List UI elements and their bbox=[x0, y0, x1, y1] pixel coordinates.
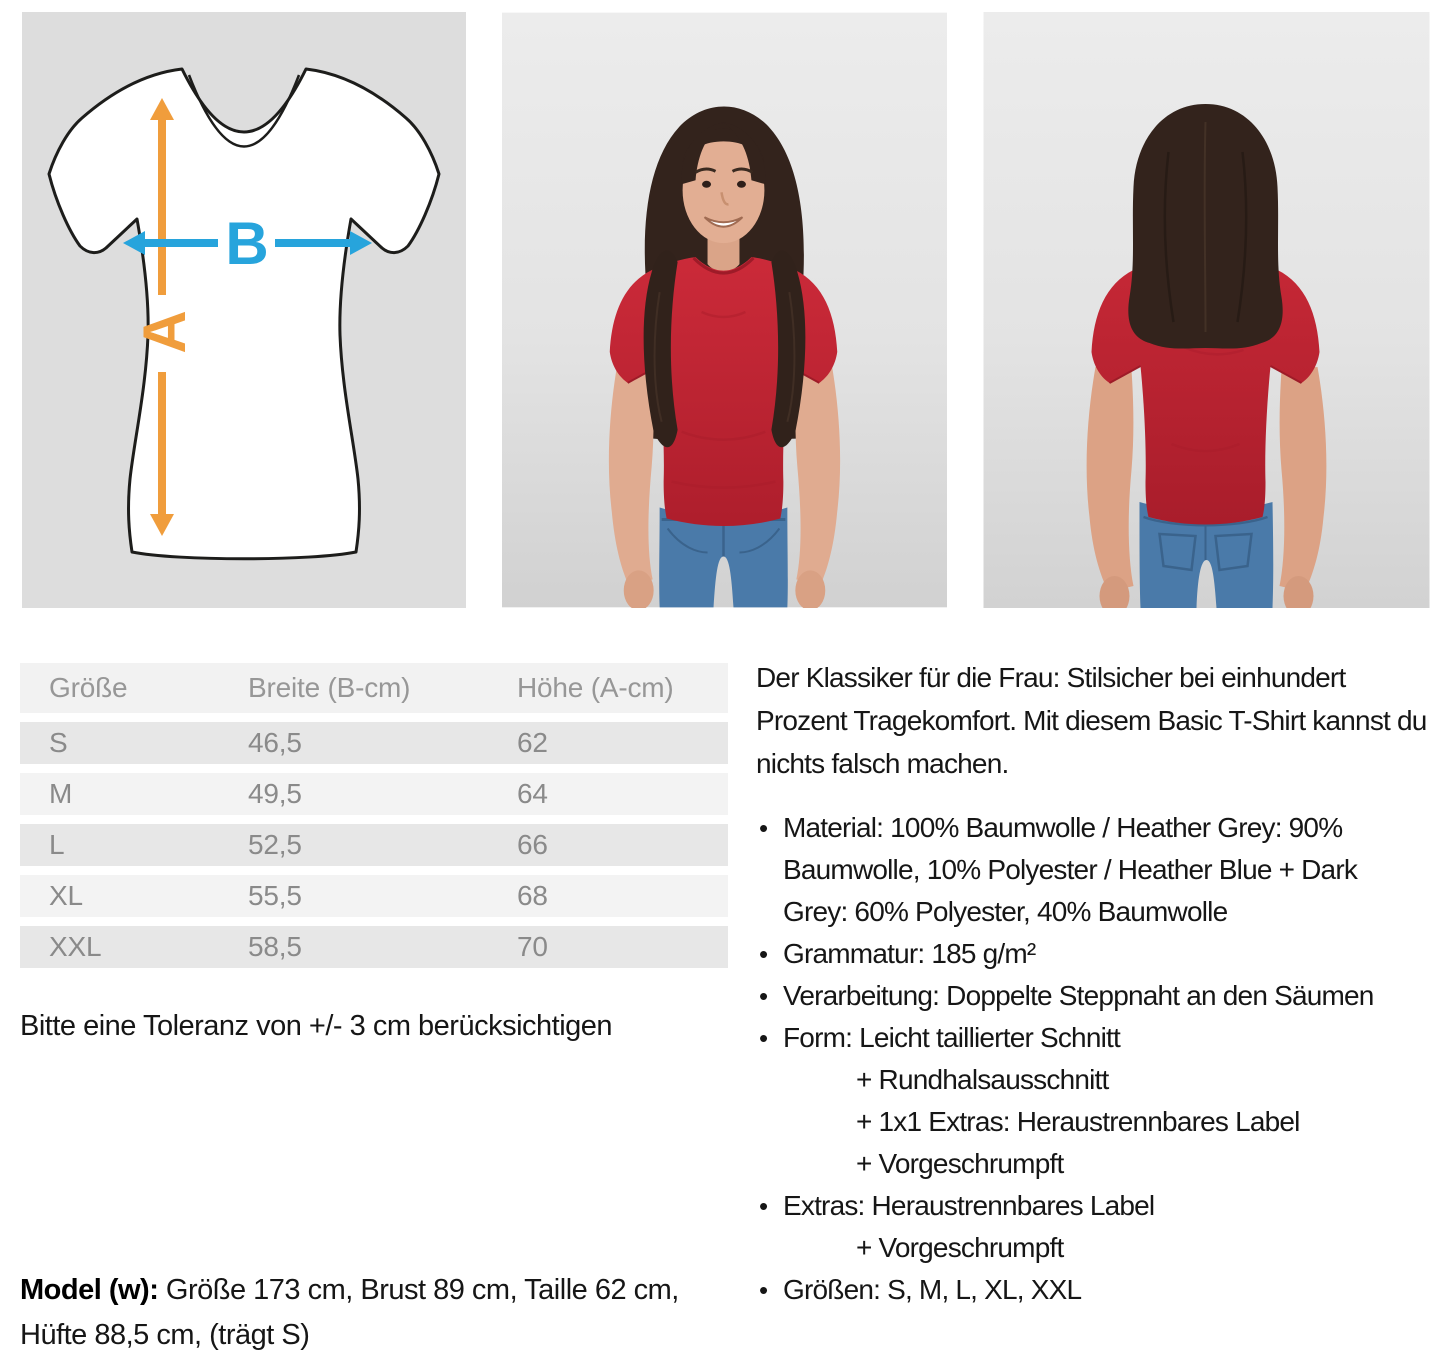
feature-text: Extras: Heraustrennbares Label bbox=[783, 1190, 1155, 1221]
model-info-text: Größe 173 cm, Brust 89 cm, Taille 62 cm, Hüfte 88,5 cm, (trägt S) bbox=[20, 1274, 679, 1351]
feature-subitem-vorgeschrumpft-2 bbox=[756, 1227, 1408, 1269]
size-table bbox=[20, 654, 728, 977]
tshirt-measurement-diagram bbox=[22, 12, 466, 608]
breite-cell: 58,5 bbox=[219, 926, 488, 968]
size-table-header-breite: Breite (B-cm) bbox=[219, 663, 488, 713]
feature-list bbox=[756, 807, 1408, 1311]
table-row-xxl bbox=[20, 926, 728, 968]
hoehe-cell: 62 bbox=[488, 722, 728, 764]
table-row-s bbox=[20, 722, 728, 764]
bullet-icon: • bbox=[759, 1023, 768, 1053]
size-table-header-hoehe: Höhe (A-cm) bbox=[488, 663, 728, 713]
size-cell: S bbox=[20, 722, 219, 764]
measurement-a-label: A bbox=[131, 310, 198, 354]
breite-cell: 46,5 bbox=[219, 722, 488, 764]
model-front-photo bbox=[502, 12, 947, 608]
feature-text: Form: Leicht taillierter Schnitt bbox=[783, 1022, 1120, 1053]
tshirt-outline bbox=[49, 69, 439, 559]
hoehe-cell: 64 bbox=[488, 773, 728, 815]
model-info-label: Model (w): bbox=[20, 1274, 159, 1306]
product-description bbox=[756, 656, 1442, 1311]
breite-cell: 55,5 bbox=[219, 875, 488, 917]
feature-item-groessen bbox=[756, 1269, 1408, 1311]
size-diagram-panel bbox=[22, 12, 466, 608]
feature-subitem-rundhals bbox=[756, 1059, 1408, 1101]
model-back-photo bbox=[983, 12, 1430, 608]
table-row-xl bbox=[20, 875, 728, 917]
description-intro: Der Klassiker für die Frau: Stilsicher bei einhundert Prozent Tragekomfort. Mit diesem Basic T-Shirt kannst du nichts falsch machen. bbox=[756, 662, 1427, 779]
feature-item-form bbox=[756, 1017, 1408, 1059]
measurement-b-label: B bbox=[225, 210, 269, 277]
bullet-icon: • bbox=[759, 813, 768, 843]
bullet-icon: • bbox=[759, 1275, 768, 1305]
feature-text: + Rundhalsausschnitt bbox=[856, 1064, 1109, 1095]
feature-text: Grammatur: 185 g/m² bbox=[783, 938, 1036, 969]
model-front-illustration bbox=[502, 12, 947, 608]
size-cell: L bbox=[20, 824, 219, 866]
size-cell: XXL bbox=[20, 926, 219, 968]
hoehe-cell: 66 bbox=[488, 824, 728, 866]
table-row-m bbox=[20, 773, 728, 815]
feature-text: Größen: S, M, L, XL, XXL bbox=[783, 1274, 1082, 1305]
feature-text: + 1x1 Extras: Heraustrennbares Label bbox=[856, 1106, 1300, 1137]
model-back-illustration bbox=[983, 12, 1430, 608]
size-table-header-groesse: Größe bbox=[20, 663, 219, 713]
tolerance-note: Bitte eine Toleranz von +/- 3 cm berücksichtigen bbox=[20, 1010, 613, 1042]
hair-back-view bbox=[1128, 104, 1282, 349]
feature-item-verarbeitung bbox=[756, 975, 1408, 1017]
bullet-icon: • bbox=[759, 1191, 768, 1221]
feature-item-extras bbox=[756, 1185, 1408, 1227]
feature-item-material bbox=[756, 807, 1408, 933]
breite-cell: 49,5 bbox=[219, 773, 488, 815]
hoehe-cell: 70 bbox=[488, 926, 728, 968]
hoehe-cell: 68 bbox=[488, 875, 728, 917]
feature-text: + Vorgeschrumpft bbox=[856, 1232, 1064, 1263]
bullet-icon: • bbox=[759, 981, 768, 1011]
breite-cell: 52,5 bbox=[219, 824, 488, 866]
feature-subitem-1x1-extras bbox=[756, 1101, 1408, 1143]
feature-item-grammatur bbox=[756, 933, 1408, 975]
feature-subitem-vorgeschrumpft bbox=[756, 1143, 1408, 1185]
bullet-icon: • bbox=[759, 939, 768, 969]
size-cell: M bbox=[20, 773, 219, 815]
table-row-l bbox=[20, 824, 728, 866]
feature-text: Verarbeitung: Doppelte Steppnaht an den Säumen bbox=[783, 980, 1374, 1011]
size-table-header-row bbox=[20, 663, 728, 713]
size-cell: XL bbox=[20, 875, 219, 917]
feature-text: + Vorgeschrumpft bbox=[856, 1148, 1064, 1179]
model-info bbox=[20, 1268, 740, 1358]
feature-text: Material: 100% Baumwolle / Heather Grey: 90% Baumwolle, 10% Polyester / Heather Blue + Dark Grey: 60% Polyester, 40% Baumwolle bbox=[783, 812, 1358, 927]
